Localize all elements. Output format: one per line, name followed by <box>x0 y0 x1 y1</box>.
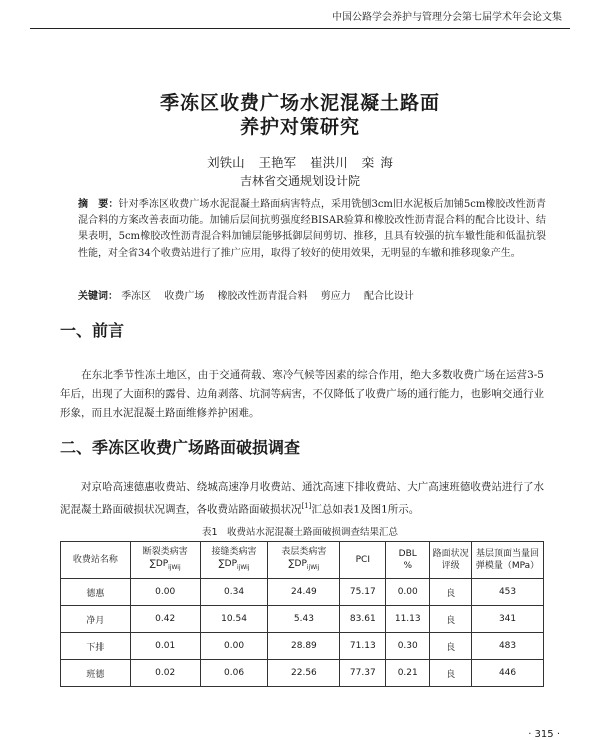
page-number-value: 315 <box>534 729 554 740</box>
author: 王艳军 <box>258 155 297 170</box>
keyword: 配合比设计 <box>363 291 414 302</box>
table-header: 路面状况 评级 <box>430 542 472 579</box>
table-cell: 453 <box>472 579 544 606</box>
abstract <box>78 197 546 262</box>
survey-paragraph <box>60 478 544 520</box>
keyword: 收费广场 <box>164 291 205 302</box>
survey-table <box>60 541 544 687</box>
table-cell: 0.00 <box>386 579 430 606</box>
author: 崔洪川 <box>310 155 348 170</box>
table-row <box>61 579 544 606</box>
keyword: 季冻区 <box>121 291 152 302</box>
table-cell: 良 <box>430 606 472 633</box>
table-cell: 良 <box>430 579 472 606</box>
citation: [1] <box>301 502 312 510</box>
authors <box>0 153 600 171</box>
survey-text-after: 汇总如表1及图1所示。 <box>311 503 420 516</box>
table-header: 收费站名称 <box>61 542 131 579</box>
table-cell: 0.00 <box>200 633 268 660</box>
page-number: · 315 · <box>528 729 560 740</box>
survey-text-before: 对京哈高速德惠收费站、绕城高速净月收费站、通沈高速下排收费站、大广高速班德收费站进行了水泥混凝土路面破损状况调查，各收费站路面破损状况 <box>60 481 544 516</box>
table-cell: 良 <box>430 660 472 687</box>
table-cell: 28.89 <box>268 633 340 660</box>
abstract-text: 针对季冻区收费广场水泥混凝土路面病害特点，采用铣刨3cm旧水泥板后加铺5cm橡胶改性沥青混合料的方案改善表面功能。加铺后层间抗剪强度经BISAR验算和橡胶改性沥青混合料的配合比设计、结果表明，5cm橡胶改性沥青混合料加铺层能够抵御层间剪切、推移，且具有较强的抗车辙性能和低温抗裂性能，对全省34个收费站进行了推广应用，取得了较好的使用效果，无明显的车辙和推移现象产生。 <box>78 199 547 259</box>
table-cell: 0.00 <box>130 579 200 606</box>
author: 刘铁山 <box>207 155 245 170</box>
keyword: 橡胶改性沥青混合料 <box>217 291 308 302</box>
table-row <box>61 660 544 687</box>
table-cell: 班德 <box>61 660 131 687</box>
table-cell: 0.34 <box>200 579 268 606</box>
table-cell: 良 <box>430 633 472 660</box>
table-cell: 341 <box>472 606 544 633</box>
table-header-row <box>61 542 544 579</box>
table-row <box>61 606 544 633</box>
table-cell: 0.42 <box>130 606 200 633</box>
table-cell: 净月 <box>61 606 131 633</box>
table-cell: 24.49 <box>268 579 340 606</box>
table-header: 断裂类病害 $\sum DP_{ijWij}$ <box>130 542 200 579</box>
table-cell: 德惠 <box>61 579 131 606</box>
table-header: 表层类病害 $\sum DP_{ijWij}$ <box>268 542 340 579</box>
table-cell: 0.02 <box>130 660 200 687</box>
table-cell: 83.61 <box>340 606 386 633</box>
table-cell: 22.56 <box>268 660 340 687</box>
intro-paragraph <box>60 366 544 423</box>
table-header: 接缝类病害 $\sum DP_{ijWij}$ <box>200 542 268 579</box>
section-heading-intro: 一、前言 <box>60 321 125 340</box>
section-heading-survey: 二、季冻区收费广场路面破损调查 <box>60 438 301 457</box>
header-rule <box>30 28 570 29</box>
title-line-1: 季冻区收费广场水泥混凝土路面 <box>159 92 440 114</box>
intro-text: 在东北季节性冻土地区，由于交通荷载、寒冷气候等因素的综合作用，绝大多数收费广场在运营3-5年后，出现了大面积的露骨、边角剥落、坑洞等病害，不仅降低了收费广场的通行能力，也影响交通行业形象，而且水泥混凝土路面维修养护困难。 <box>60 369 544 419</box>
table-cell: 71.13 <box>340 633 386 660</box>
table-row <box>61 633 544 660</box>
table-cell: 0.06 <box>200 660 268 687</box>
table-header: PCI <box>340 542 386 579</box>
table-cell: 0.30 <box>386 633 430 660</box>
keyword: 剪应力 <box>320 291 351 302</box>
author: 海 <box>380 155 393 170</box>
abstract-label: 摘 要： <box>78 199 119 210</box>
keywords-label: 关键词： <box>78 291 118 302</box>
table-header: 基层顶面当量回 弹模量（MPa） <box>472 542 544 579</box>
table-cell: 0.01 <box>130 633 200 660</box>
affiliation: 吉林省交通规划设计院 <box>239 174 360 188</box>
table-cell: 0.21 <box>386 660 430 687</box>
table-cell: 下排 <box>61 633 131 660</box>
table-cell: 5.43 <box>268 606 340 633</box>
keywords <box>78 287 546 302</box>
table-cell: 75.17 <box>340 579 386 606</box>
author: 栾 <box>361 155 375 170</box>
table-cell: 446 <box>472 660 544 687</box>
table-cell: 483 <box>472 633 544 660</box>
running-header: 中国公路学会养护与管理分会第七届学术年会论文集 <box>332 12 562 23</box>
table-caption: 表1 收费站水泥混凝土路面破损调查结果汇总 <box>201 527 399 538</box>
table-header: DBL % <box>386 542 430 579</box>
title-line-2: 养护对策研究 <box>239 116 360 138</box>
table-cell: 11.13 <box>386 606 430 633</box>
table-cell: 77.37 <box>340 660 386 687</box>
table-cell: 10.54 <box>200 606 268 633</box>
